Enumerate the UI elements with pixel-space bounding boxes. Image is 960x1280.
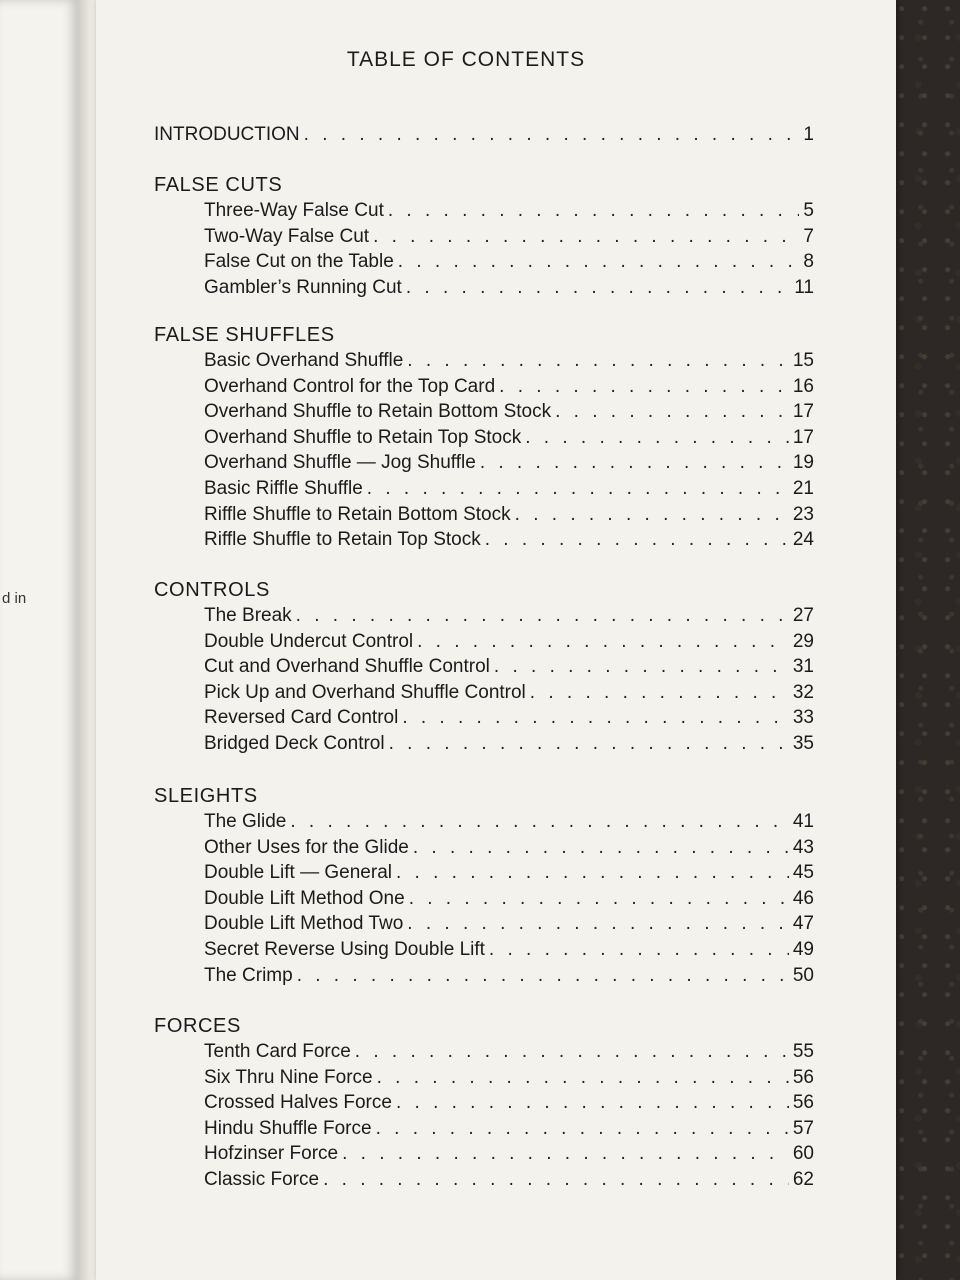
entry-label: Classic Force	[204, 1169, 320, 1190]
entry-page-number: 1	[803, 124, 814, 145]
entry-page-number: 41	[792, 811, 814, 832]
entry-page-number: 50	[792, 964, 814, 986]
toc-entry	[204, 837, 814, 861]
entry-page-number: 56	[792, 1092, 814, 1114]
toc-entry	[204, 478, 814, 502]
dot-leader	[525, 427, 789, 449]
entry-page-number: 17	[792, 401, 814, 423]
entry-page-number: 29	[792, 630, 814, 652]
toc-entry	[204, 1143, 814, 1167]
dot-leader	[355, 1041, 789, 1063]
dot-leader	[406, 277, 790, 299]
dot-leader	[396, 862, 789, 884]
dot-leader	[396, 1092, 789, 1114]
entry-label: Other Uses for the Glide	[204, 836, 409, 858]
entry-label: Riffle Shuffle to Retain Top Stock	[204, 529, 481, 551]
entry-label: Cut and Overhand Shuffle Control	[204, 656, 490, 678]
page-title: TABLE OF CONTENTS	[346, 48, 586, 71]
entry-label: Double Lift — General	[204, 862, 392, 884]
entry-page-number: 19	[792, 452, 814, 474]
entry-label: Overhand Shuffle — Jog Shuffle	[204, 452, 476, 474]
book-gutter	[78, 0, 98, 1280]
toc-entry	[204, 452, 814, 476]
entry-label: Three-Way False Cut	[204, 200, 384, 221]
toc-entry	[204, 529, 814, 553]
dot-leader	[407, 350, 789, 372]
entry-page-number: 31	[792, 656, 814, 678]
dot-leader	[304, 124, 800, 146]
entry-label: Basic Overhand Shuffle	[204, 350, 404, 371]
dot-leader	[373, 226, 799, 248]
entry-label: Hofzinser Force	[204, 1143, 339, 1165]
entry-label: Crossed Halves Force	[204, 1092, 392, 1114]
toc-entry	[204, 1067, 814, 1091]
dot-leader	[530, 682, 789, 704]
entry-label: Reversed Card Control	[204, 707, 399, 729]
section-heading: FALSE SHUFFLES	[154, 324, 335, 346]
dot-leader	[494, 656, 789, 678]
entry-page-number: 21	[792, 478, 814, 499]
section-heading: CONTROLS	[154, 579, 270, 601]
entry-page-number: 43	[792, 836, 814, 858]
entry-page-number: 35	[792, 733, 814, 754]
dot-leader	[489, 939, 789, 961]
entry-label: Gambler’s Running Cut	[204, 276, 402, 298]
entry-label: Double Lift Method One	[204, 887, 405, 909]
entry-label: Double Undercut Control	[204, 630, 414, 652]
entry-page-number: 7	[803, 225, 814, 247]
toc-entry-introduction	[154, 124, 814, 148]
left-page	[0, 0, 78, 1280]
toc-entry	[204, 350, 814, 374]
entry-label: Six Thru Nine Force	[204, 1066, 373, 1088]
entry-page-number: 33	[792, 707, 814, 729]
entry-label: Overhand Control for the Top Card	[204, 375, 496, 397]
toc-entry	[204, 631, 814, 655]
toc-entry	[204, 707, 814, 731]
entry-page-number: 17	[792, 426, 814, 448]
toc-entry	[204, 1118, 814, 1142]
entry-label: Overhand Shuffle to Retain Bottom Stock	[204, 401, 552, 423]
entry-label: Secret Reverse Using Double Lift	[204, 939, 485, 960]
toc-entry	[204, 605, 814, 629]
dot-leader	[402, 707, 789, 729]
dot-leader	[407, 913, 789, 935]
toc-entry	[204, 427, 814, 451]
entry-page-number: 24	[792, 529, 814, 551]
left-page-text-fragment: d in	[2, 590, 27, 607]
entry-page-number: 46	[792, 887, 814, 909]
entry-page-number: 8	[803, 251, 814, 273]
entry-label: Overhand Shuffle to Retain Top Stock	[204, 426, 522, 448]
toc-entry	[204, 913, 814, 937]
toc-entry	[204, 277, 814, 301]
entry-page-number: 16	[792, 375, 814, 397]
toc-entry	[204, 656, 814, 680]
section-heading: FALSE CUTS	[154, 174, 283, 196]
entry-label: Two-Way False Cut	[204, 225, 370, 247]
entry-label: Riffle Shuffle to Retain Bottom Stock	[204, 503, 511, 525]
dot-leader	[323, 1169, 789, 1191]
entry-page-number: 62	[792, 1169, 814, 1190]
toc-entry	[204, 862, 814, 886]
toc-page	[96, 0, 896, 1280]
toc-entry	[204, 376, 814, 400]
dot-leader	[376, 1118, 789, 1140]
dot-leader	[342, 1143, 789, 1165]
entry-page-number: 23	[792, 503, 814, 525]
dot-leader	[398, 251, 800, 273]
dot-leader	[417, 631, 789, 653]
dot-leader	[499, 376, 789, 398]
entry-page-number: 27	[792, 605, 814, 626]
entry-page-number: 32	[792, 681, 814, 703]
toc-entry	[204, 200, 814, 224]
dot-leader	[389, 733, 789, 755]
toc-entry	[204, 1169, 814, 1193]
toc-entry	[204, 1092, 814, 1116]
dot-leader	[377, 1067, 789, 1089]
entry-label: INTRODUCTION	[154, 124, 300, 145]
toc-entry	[204, 965, 814, 989]
dot-leader	[409, 888, 789, 910]
dot-leader	[367, 478, 789, 500]
section-heading: SLEIGHTS	[154, 785, 258, 807]
dot-leader	[388, 200, 800, 222]
toc-entry	[204, 682, 814, 706]
entry-label: The Glide	[204, 811, 287, 832]
dot-leader	[515, 504, 789, 526]
toc-entry	[204, 888, 814, 912]
section-heading: FORCES	[154, 1015, 241, 1037]
entry-label: Tenth Card Force	[204, 1041, 351, 1062]
toc-entry	[204, 504, 814, 528]
entry-label: Basic Riffle Shuffle	[204, 478, 363, 499]
entry-label: Pick Up and Overhand Shuffle Control	[204, 681, 526, 703]
entry-page-number: 55	[792, 1041, 814, 1062]
toc-entry	[204, 401, 814, 425]
entry-page-number: 57	[792, 1117, 814, 1139]
dot-leader	[555, 401, 789, 423]
dot-leader	[485, 529, 789, 551]
dot-leader	[296, 605, 789, 627]
entry-page-number: 56	[792, 1066, 814, 1088]
toc-entry	[204, 251, 814, 275]
entry-label: The Break	[204, 605, 292, 626]
entry-page-number: 5	[803, 200, 814, 221]
entry-page-number: 60	[792, 1143, 814, 1165]
entry-label: The Crimp	[204, 964, 293, 986]
toc-entry	[204, 733, 814, 757]
dot-leader	[480, 452, 789, 474]
dot-leader	[290, 811, 788, 833]
entry-page-number: 45	[792, 862, 814, 884]
entry-label: False Cut on the Table	[204, 251, 394, 273]
dot-leader	[297, 965, 789, 987]
entry-page-number: 49	[792, 939, 814, 960]
entry-label: Bridged Deck Control	[204, 733, 385, 754]
entry-label: Double Lift Method Two	[204, 913, 404, 935]
entry-page-number: 15	[792, 350, 814, 371]
entry-page-number: 11	[794, 276, 814, 298]
toc-entry	[204, 226, 814, 250]
toc-entry	[204, 1041, 814, 1065]
entry-label: Hindu Shuffle Force	[204, 1117, 372, 1139]
dot-leader	[413, 837, 789, 859]
toc-entry	[204, 811, 814, 835]
toc-entry	[204, 939, 814, 963]
entry-page-number: 47	[792, 913, 814, 935]
